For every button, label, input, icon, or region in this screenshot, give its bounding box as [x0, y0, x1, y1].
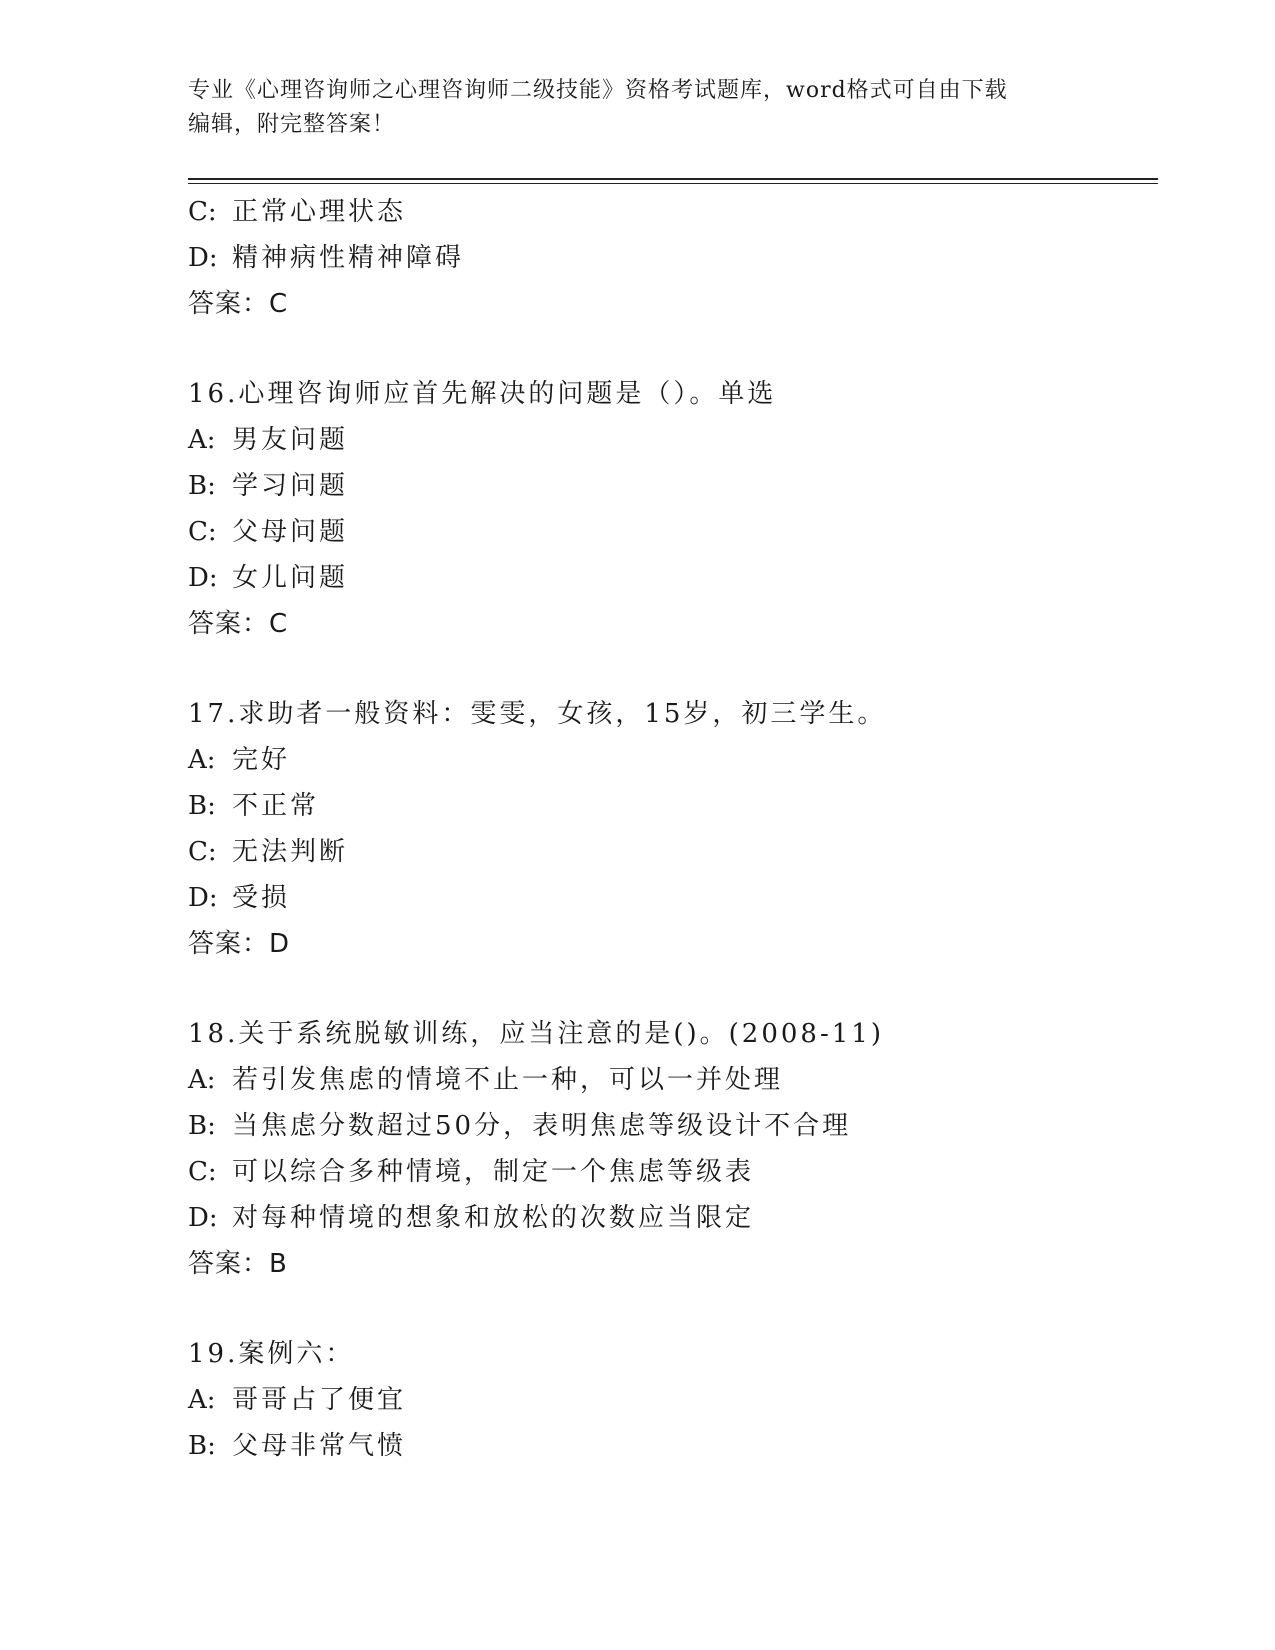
option-d: [188, 235, 1168, 281]
header-rule-thin: [188, 183, 1158, 184]
option-letter: C:: [188, 837, 217, 867]
option-letter: C:: [188, 1157, 217, 1187]
option-letter: B:: [188, 1431, 216, 1461]
document-header: [188, 74, 1088, 142]
option-d: [188, 555, 1168, 601]
option-d: [188, 1195, 1168, 1241]
option-c: [188, 509, 1168, 555]
option-letter: B:: [188, 791, 216, 821]
option-b: [188, 1423, 1168, 1469]
question-content: [188, 189, 1168, 1469]
question-stem: 16.心理咨询师应首先解决的问题是（）。单选: [188, 379, 777, 409]
previous-question-tail: [188, 189, 1168, 327]
question-stem: 19.案例六：: [188, 1339, 355, 1369]
header-line-1: 专业《心理咨询师之心理咨询师二级技能》资格考试题库，word格式可自由下载: [188, 78, 1008, 103]
option-c: [188, 1149, 1168, 1195]
question-16: [188, 371, 1168, 647]
option-text: 精神病性精神障碍: [232, 243, 465, 273]
option-letter: A:: [188, 425, 216, 455]
answer-line: 答案：C: [188, 609, 289, 639]
option-text: 对每种情境的想象和放松的次数应当限定: [232, 1203, 755, 1233]
answer-line: 答案：D: [188, 929, 291, 959]
question-17: [188, 691, 1168, 967]
option-letter: C:: [188, 197, 217, 227]
question-18: [188, 1011, 1168, 1287]
option-letter: A:: [188, 1065, 216, 1095]
option-text: 女儿问题: [232, 563, 349, 593]
option-a: [188, 1377, 1168, 1423]
option-text: 哥哥占了便宜: [232, 1385, 407, 1415]
option-text: 父母问题: [232, 517, 349, 547]
option-text: 学习问题: [232, 471, 349, 501]
option-a: [188, 417, 1168, 463]
option-text: 无法判断: [232, 837, 349, 867]
option-d: [188, 875, 1168, 921]
question-19: [188, 1331, 1168, 1469]
header-rule-thick: [188, 178, 1158, 180]
option-b: [188, 1103, 1168, 1149]
header-line-2: 编辑，附完整答案！: [188, 112, 396, 137]
option-text: 完好: [232, 745, 291, 775]
option-text: 父母非常气愤: [232, 1431, 407, 1461]
question-stem: 18.关于系统脱敏训练，应当注意的是()。(2008-11): [188, 1019, 884, 1049]
option-letter: B:: [188, 1111, 216, 1141]
option-text: 若引发焦虑的情境不止一种，可以一并处理: [232, 1065, 784, 1095]
option-a: [188, 1057, 1168, 1103]
option-text: 不正常: [232, 791, 320, 821]
option-text: 受损: [232, 883, 291, 913]
answer-line: 答案：B: [188, 1249, 288, 1279]
option-letter: D:: [188, 883, 218, 913]
option-text: 正常心理状态: [232, 197, 407, 227]
option-letter: A:: [188, 745, 216, 775]
option-c: [188, 189, 1168, 235]
option-letter: C:: [188, 517, 217, 547]
option-text: 可以综合多种情境，制定一个焦虑等级表: [232, 1157, 755, 1187]
option-a: [188, 737, 1168, 783]
option-b: [188, 463, 1168, 509]
question-stem: 17.求助者一般资料：雯雯，女孩，15岁，初三学生。: [188, 699, 887, 729]
option-text: 当焦虑分数超过50分，表明焦虑等级设计不合理: [232, 1111, 852, 1141]
option-b: [188, 783, 1168, 829]
option-letter: B:: [188, 471, 216, 501]
answer-line: 答案：C: [188, 289, 289, 319]
option-letter: D:: [188, 563, 218, 593]
option-text: 男友问题: [232, 425, 349, 455]
option-letter: D:: [188, 1203, 218, 1233]
option-c: [188, 829, 1168, 875]
option-letter: D:: [188, 243, 218, 273]
option-letter: A:: [188, 1385, 216, 1415]
